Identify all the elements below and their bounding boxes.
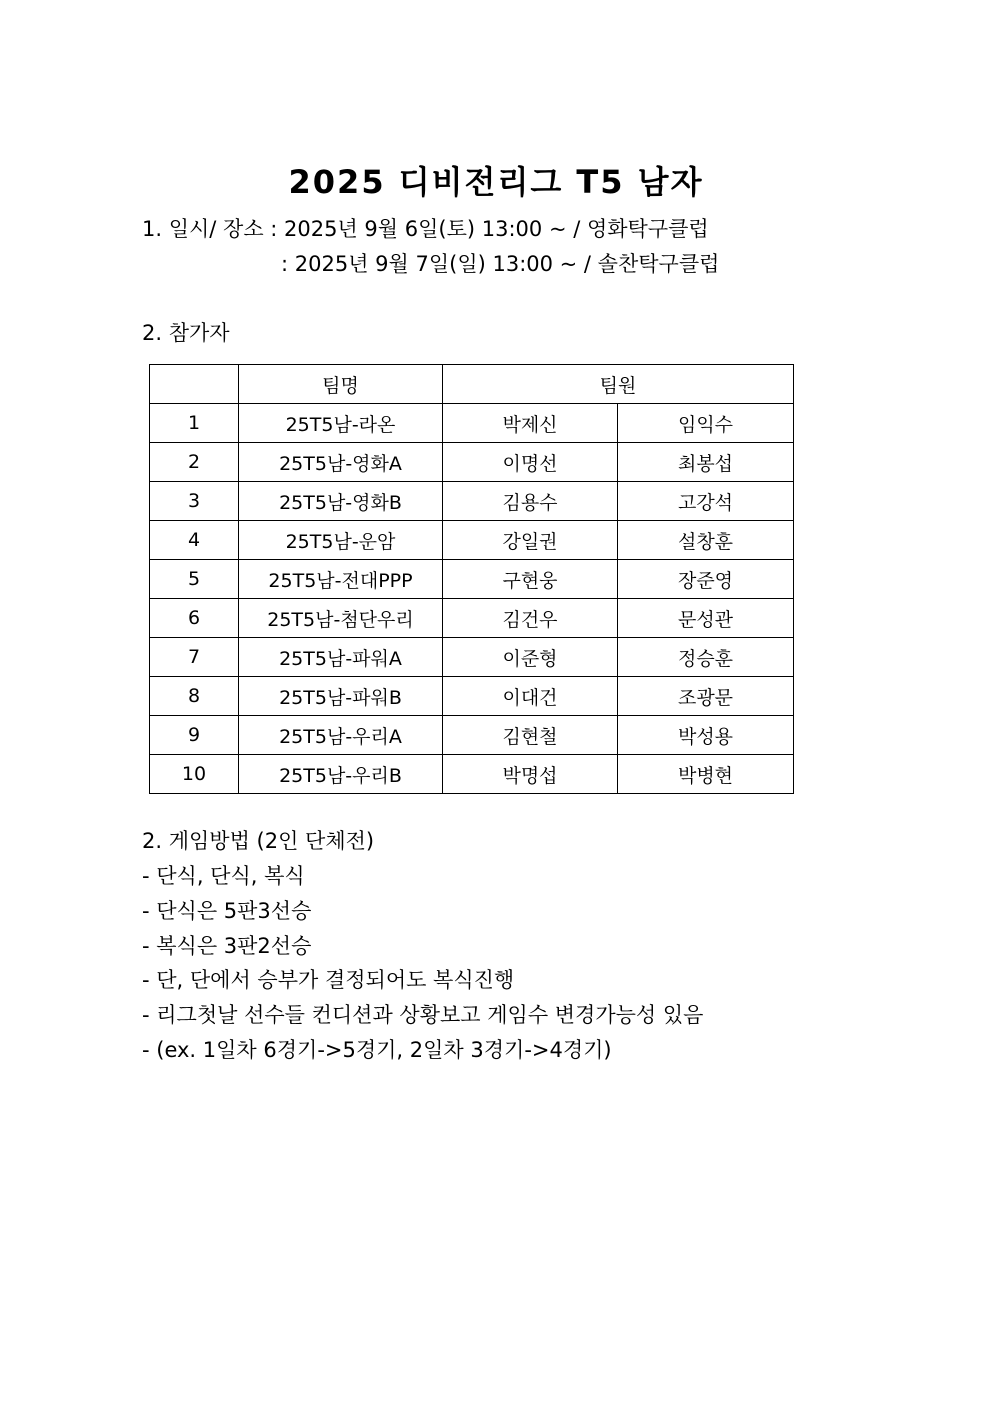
table-row bbox=[150, 755, 794, 794]
row-team-name: 25T5남-운암 bbox=[239, 521, 443, 560]
row-number: 1 bbox=[150, 404, 239, 443]
row-team-name: 25T5남-파워B bbox=[239, 677, 443, 716]
row-team-name: 25T5남-라온 bbox=[239, 404, 443, 443]
table-row bbox=[150, 482, 794, 521]
table-row bbox=[150, 443, 794, 482]
row-member-2: 조광문 bbox=[618, 677, 794, 716]
participants-heading: 2. 참가자 bbox=[142, 321, 230, 345]
row-member-1: 박명섭 bbox=[443, 755, 618, 794]
row-team-name: 25T5남-첨단우리 bbox=[239, 599, 443, 638]
game-method-item: - 단식, 단식, 복식 bbox=[142, 864, 305, 888]
row-number: 3 bbox=[150, 482, 239, 521]
table-row bbox=[150, 599, 794, 638]
row-number: 5 bbox=[150, 560, 239, 599]
row-number: 9 bbox=[150, 716, 239, 755]
row-team-name: 25T5남-우리B bbox=[239, 755, 443, 794]
header-number bbox=[150, 365, 239, 404]
game-method-heading: 2. 게임방법 (2인 단체전) bbox=[142, 829, 375, 853]
row-team-name: 25T5남-우리A bbox=[239, 716, 443, 755]
row-member-2: 임익수 bbox=[618, 404, 794, 443]
document-title: 2025 디비전리그 T5 남자 bbox=[288, 163, 704, 201]
row-member-2: 박성용 bbox=[618, 716, 794, 755]
row-team-name: 25T5남-전대PPP bbox=[239, 560, 443, 599]
row-number: 8 bbox=[150, 677, 239, 716]
row-number: 4 bbox=[150, 521, 239, 560]
row-member-1: 이준형 bbox=[443, 638, 618, 677]
header-team-name: 팀명 bbox=[239, 365, 443, 404]
row-member-2: 박병현 bbox=[618, 755, 794, 794]
schedule-line-1: 1. 일시/ 장소 : 2025년 9월 6일(토) 13:00 ~ / 영화탁구클럽 bbox=[142, 217, 709, 241]
row-member-1: 김현철 bbox=[443, 716, 618, 755]
game-method-item: - (ex. 1일차 6경기->5경기, 2일차 3경기->4경기) bbox=[142, 1038, 612, 1062]
row-number: 7 bbox=[150, 638, 239, 677]
table-header-row bbox=[150, 365, 794, 404]
row-member-2: 정승훈 bbox=[618, 638, 794, 677]
row-member-2: 장준영 bbox=[618, 560, 794, 599]
table-row bbox=[150, 638, 794, 677]
row-member-1: 구현웅 bbox=[443, 560, 618, 599]
row-member-1: 김건우 bbox=[443, 599, 618, 638]
table-row bbox=[150, 560, 794, 599]
table-row bbox=[150, 404, 794, 443]
row-member-1: 이대건 bbox=[443, 677, 618, 716]
row-team-name: 25T5남-영화A bbox=[239, 443, 443, 482]
row-member-1: 강일권 bbox=[443, 521, 618, 560]
schedule-line-2: : 2025년 9월 7일(일) 13:00 ~ / 솔찬탁구클럽 bbox=[281, 252, 720, 276]
participants-table bbox=[149, 364, 794, 794]
row-number: 10 bbox=[150, 755, 239, 794]
row-team-name: 25T5남-영화B bbox=[239, 482, 443, 521]
game-method-item: - 복식은 3판2선승 bbox=[142, 934, 312, 958]
row-number: 2 bbox=[150, 443, 239, 482]
table-row bbox=[150, 521, 794, 560]
game-method-item: - 단, 단에서 승부가 결정되어도 복식진행 bbox=[142, 968, 515, 992]
table-row bbox=[150, 677, 794, 716]
row-member-1: 박제신 bbox=[443, 404, 618, 443]
game-method-item: - 리그첫날 선수들 컨디션과 상황보고 게임수 변경가능성 있음 bbox=[142, 1003, 704, 1027]
header-members: 팀원 bbox=[443, 365, 794, 404]
row-member-1: 김용수 bbox=[443, 482, 618, 521]
table-row bbox=[150, 716, 794, 755]
game-method-item: - 단식은 5판3선승 bbox=[142, 899, 312, 923]
row-member-2: 고강석 bbox=[618, 482, 794, 521]
row-member-1: 이명선 bbox=[443, 443, 618, 482]
row-member-2: 최봉섭 bbox=[618, 443, 794, 482]
row-number: 6 bbox=[150, 599, 239, 638]
row-member-2: 문성관 bbox=[618, 599, 794, 638]
row-team-name: 25T5남-파워A bbox=[239, 638, 443, 677]
row-member-2: 설창훈 bbox=[618, 521, 794, 560]
